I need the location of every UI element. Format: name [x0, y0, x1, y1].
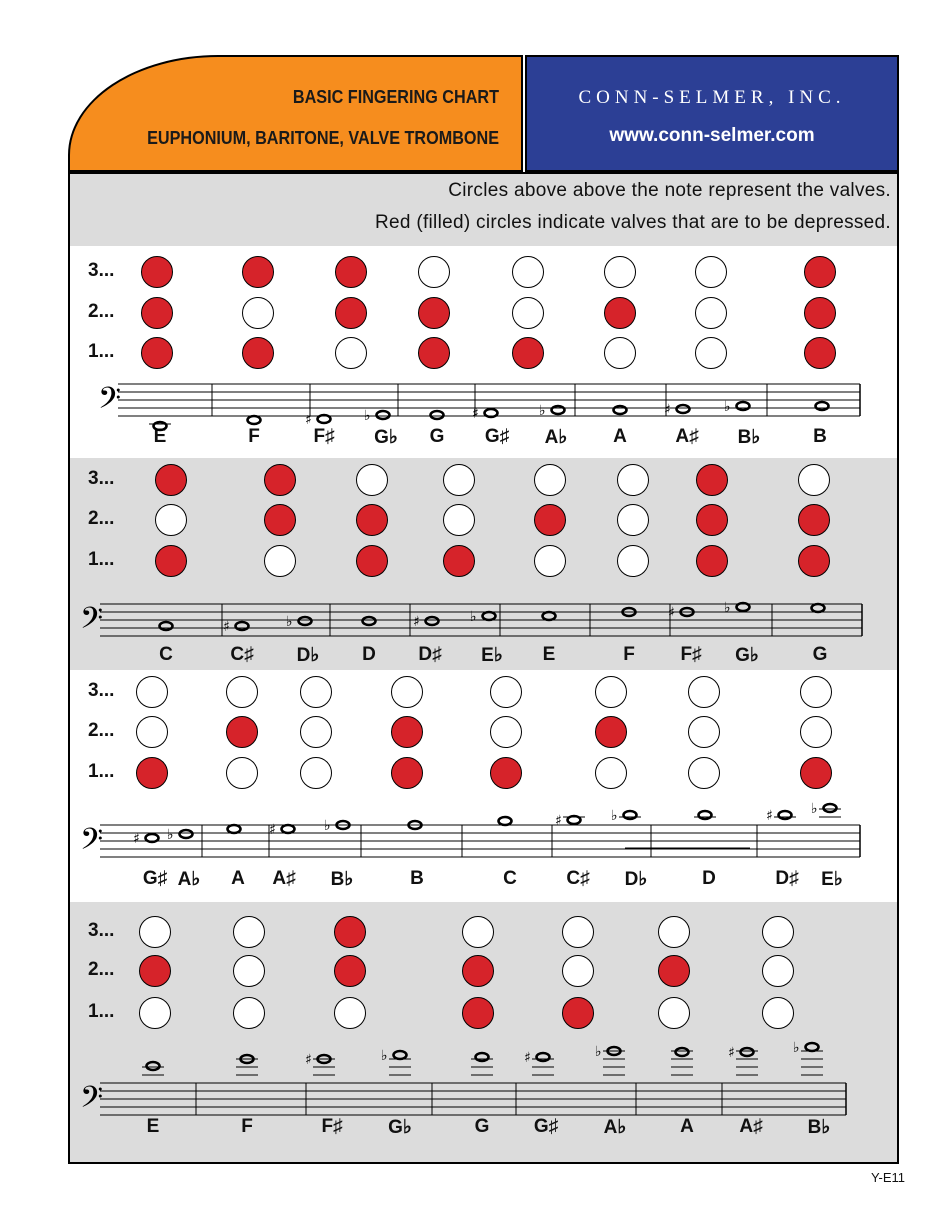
sharp-icon: ♯	[413, 614, 420, 630]
note-head	[699, 811, 712, 819]
note-name: A♯	[272, 868, 296, 889]
valve-label-3: 3...	[88, 680, 115, 701]
note-head	[431, 411, 444, 419]
note-head	[236, 622, 249, 630]
note-head	[741, 1048, 754, 1056]
flat-icon: ♭	[167, 827, 174, 843]
chart-title: BASIC FINGERING CHART	[292, 87, 499, 107]
note-head	[543, 612, 556, 620]
note-name: D♯	[775, 868, 799, 889]
note-name: F	[623, 644, 635, 665]
note-name: E♭	[821, 869, 843, 890]
note-head	[552, 406, 565, 414]
note-head	[568, 816, 581, 824]
note-name: C♯	[230, 644, 254, 665]
note-name: F♯	[321, 1116, 343, 1137]
note-name: D♯	[418, 644, 442, 665]
note-head	[426, 617, 439, 625]
note-name: D	[702, 868, 716, 889]
note-head	[624, 811, 637, 819]
note-name: A♯	[675, 426, 699, 447]
flat-icon: ♭	[286, 614, 293, 630]
note-name: E	[146, 1116, 160, 1137]
note-name: B♭	[807, 1117, 831, 1138]
note-head	[812, 604, 825, 612]
note-head	[485, 409, 498, 417]
sharp-icon: ♯	[664, 402, 671, 418]
valve-label-1: 1...	[88, 549, 115, 570]
valve-label-1: 1...	[88, 1001, 115, 1022]
instruction-line-2: Red (filled) circles indicate valves that are to be depressed.	[374, 212, 891, 233]
note-name: F	[248, 426, 260, 447]
valve-label-2: 2...	[88, 959, 115, 980]
note-name: G♭	[388, 1117, 412, 1138]
note-name: G	[812, 644, 828, 665]
flat-icon: ♭	[539, 403, 546, 419]
note-name: G♯	[533, 1116, 559, 1137]
note-name: D♭	[296, 645, 320, 666]
note-head	[363, 617, 376, 625]
sharp-icon: ♯	[269, 822, 276, 838]
bass-clef-icon: 𝄢	[80, 823, 104, 864]
flat-icon: ♭	[470, 609, 477, 625]
valve-label-3: 3...	[88, 468, 115, 489]
note-name: D	[362, 644, 376, 665]
note-head	[146, 834, 159, 842]
staff-4	[80, 1040, 846, 1122]
note-head	[499, 817, 512, 825]
staff-1	[98, 382, 860, 430]
note-head	[779, 811, 792, 819]
note-head	[737, 603, 750, 611]
note-head	[614, 406, 627, 414]
sharp-icon: ♯	[133, 831, 140, 847]
note-head	[228, 825, 241, 833]
staff-3	[80, 801, 860, 864]
note-head	[483, 612, 496, 620]
bass-clef-icon: 𝄢	[98, 382, 122, 423]
note-head	[147, 1062, 160, 1070]
note-head	[677, 405, 690, 413]
note-name: E♭	[481, 645, 503, 666]
note-name: E	[542, 644, 556, 665]
note-name: F	[241, 1116, 253, 1137]
instrument-list: EUPHONIUM, BARITONE, VALVE TROMBONE	[147, 128, 499, 148]
sharp-icon: ♯	[524, 1050, 531, 1066]
note-head	[180, 830, 193, 838]
note-head	[676, 1048, 689, 1056]
note-name: C	[159, 644, 173, 665]
flat-icon: ♭	[724, 600, 731, 616]
flat-icon: ♭	[724, 399, 731, 415]
sharp-icon: ♯	[223, 619, 230, 635]
valve-label-2: 2...	[88, 508, 115, 529]
note-head	[816, 402, 829, 410]
note-name: B♭	[737, 427, 761, 448]
flat-icon: ♭	[811, 801, 818, 817]
sharp-icon: ♯	[668, 605, 675, 621]
note-name: G♯	[142, 868, 168, 889]
note-name: A	[613, 426, 627, 447]
note-name: B♭	[330, 869, 354, 890]
valve-label-3: 3...	[88, 920, 115, 941]
note-name: G	[474, 1116, 490, 1137]
document-code: Y-E11	[871, 1170, 905, 1185]
sharp-icon: ♯	[728, 1045, 735, 1061]
valve-label-2: 2...	[88, 301, 115, 322]
staff-2	[80, 600, 862, 643]
bass-clef-icon: 𝄢	[80, 1081, 104, 1122]
flat-icon: ♭	[595, 1044, 602, 1060]
flat-icon: ♭	[381, 1048, 388, 1064]
note-name: A♭	[603, 1117, 627, 1138]
note-name: C	[503, 868, 517, 889]
note-name: F♯	[313, 426, 335, 447]
sharp-icon: ♯	[305, 1052, 312, 1068]
note-name: A♯	[739, 1116, 763, 1137]
bass-clef-icon: 𝄢	[80, 602, 104, 643]
note-head	[282, 825, 295, 833]
note-head	[154, 422, 167, 430]
note-name: A	[680, 1116, 694, 1137]
sharp-icon: ♯	[305, 412, 312, 428]
note-name: B	[410, 868, 424, 889]
flat-icon: ♭	[793, 1040, 800, 1056]
valve-label-1: 1...	[88, 341, 115, 362]
valve-label-2: 2...	[88, 720, 115, 741]
sharp-icon: ♯	[766, 808, 773, 824]
note-name: A♭	[177, 869, 201, 890]
note-head	[737, 402, 750, 410]
note-head	[160, 622, 173, 630]
note-head	[824, 804, 837, 812]
note-head	[476, 1053, 489, 1061]
note-name: G♭	[374, 427, 398, 448]
note-head	[537, 1053, 550, 1061]
note-name: A♭	[544, 427, 568, 448]
instruction-line-1: Circles above above the note represent the valves.	[448, 180, 891, 201]
note-name: F♯	[680, 644, 702, 665]
valve-label-3: 3...	[88, 260, 115, 281]
company-url[interactable]: www.conn-selmer.com	[609, 125, 815, 146]
note-head	[299, 617, 312, 625]
note-name: D♭	[624, 869, 648, 890]
note-name: A	[231, 868, 245, 889]
note-name: G	[429, 426, 445, 447]
valve-label-1: 1...	[88, 761, 115, 782]
sharp-icon: ♯	[555, 813, 562, 829]
note-head	[318, 415, 331, 423]
note-head	[248, 416, 261, 424]
note-head	[806, 1043, 819, 1051]
flat-icon: ♭	[364, 408, 371, 424]
note-name: E	[153, 426, 167, 447]
sharp-icon: ♯	[472, 406, 479, 422]
flat-icon: ♭	[324, 818, 331, 834]
company-name: CONN-SELMER, INC.	[578, 87, 846, 108]
note-head	[394, 1051, 407, 1059]
note-name: G♭	[735, 645, 759, 666]
flat-icon: ♭	[611, 808, 618, 824]
note-name: B	[813, 426, 827, 447]
note-head	[377, 411, 390, 419]
note-name: C♯	[566, 868, 590, 889]
note-name: G♯	[484, 426, 510, 447]
